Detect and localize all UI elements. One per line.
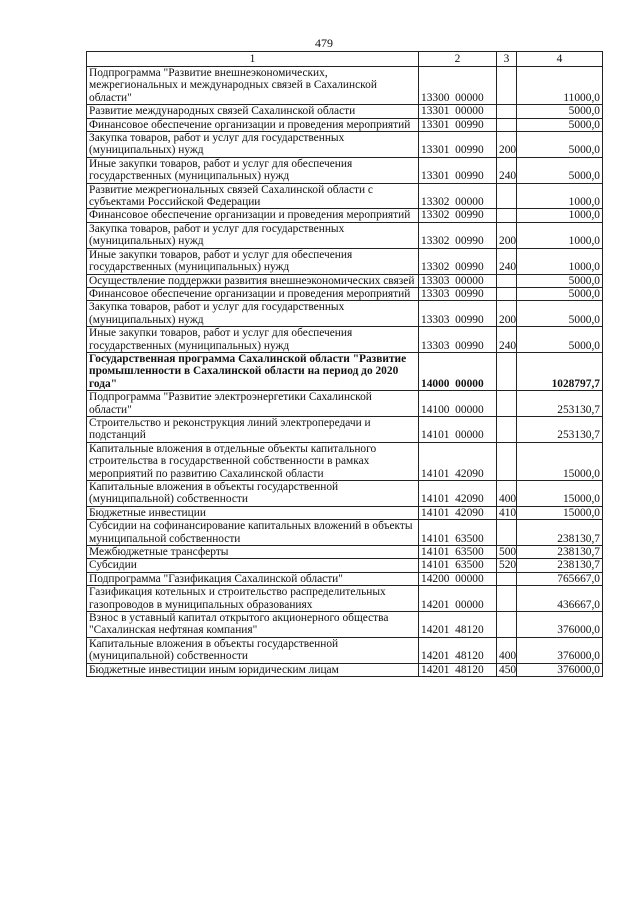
row-expense-type-cell	[497, 287, 517, 300]
row-code-cell: 13300 00000	[419, 67, 497, 105]
table-row	[87, 118, 603, 131]
row-name-cell: Осуществление поддержки развития внешнеэкономических связей	[87, 274, 419, 287]
row-expense-type-cell	[497, 209, 517, 222]
table-row	[87, 105, 603, 118]
row-code-cell: 13303 00000	[419, 274, 497, 287]
table-row	[87, 327, 603, 353]
page-number: 479	[315, 36, 333, 50]
row-amount-cell: 253130,7	[517, 416, 603, 442]
row-amount-cell: 376000,0	[517, 663, 603, 676]
row-expense-type-cell: 200	[497, 222, 517, 248]
table-row	[87, 209, 603, 222]
table-row	[87, 559, 603, 572]
row-name-cell: Бюджетные инвестиции	[87, 506, 419, 519]
row-code-cell: 14100 00000	[419, 391, 497, 417]
row-amount-cell: 1028797,7	[517, 352, 603, 390]
row-amount-cell: 5000,0	[517, 105, 603, 118]
table-row	[87, 416, 603, 442]
row-amount-cell: 376000,0	[517, 612, 603, 638]
row-name-cell: Закупка товаров, работ и услуг для государственных (муниципальных) нужд	[87, 222, 419, 248]
table-row	[87, 183, 603, 209]
table-row	[87, 546, 603, 559]
table-body	[87, 67, 603, 677]
row-amount-cell: 1000,0	[517, 248, 603, 274]
row-expense-type-cell	[497, 183, 517, 209]
row-expense-type-cell	[497, 352, 517, 390]
table-row	[87, 520, 603, 546]
table-header-row	[87, 52, 603, 67]
table-row	[87, 301, 603, 327]
row-expense-type-cell: 240	[497, 157, 517, 183]
row-name-cell: Развитие межрегиональных связей Сахалинской области с субъектами Российской Федерации	[87, 183, 419, 209]
row-amount-cell: 5000,0	[517, 157, 603, 183]
row-expense-type-cell	[497, 442, 517, 480]
row-code-cell: 14201 48120	[419, 637, 497, 663]
row-name-cell: Субсидии	[87, 559, 419, 572]
table-row	[87, 67, 603, 105]
row-amount-cell: 1000,0	[517, 209, 603, 222]
row-expense-type-cell	[497, 520, 517, 546]
row-name-cell: Финансовое обеспечение организации и проведения мероприятий	[87, 209, 419, 222]
table-row	[87, 352, 603, 390]
row-amount-cell: 765667,0	[517, 572, 603, 585]
row-name-cell: Подпрограмма "Развитие электроэнергетики Сахалинской области"	[87, 391, 419, 417]
table-row	[87, 663, 603, 676]
row-name-cell: Иные закупки товаров, работ и услуг для обеспечения государственных (муниципальных) нужд	[87, 327, 419, 353]
row-expense-type-cell: 200	[497, 132, 517, 158]
table-row	[87, 637, 603, 663]
row-amount-cell: 5000,0	[517, 132, 603, 158]
row-expense-type-cell: 240	[497, 248, 517, 274]
table-row	[87, 132, 603, 158]
row-code-cell: 13302 00990	[419, 248, 497, 274]
row-code-cell: 13303 00990	[419, 327, 497, 353]
row-expense-type-cell: 400	[497, 637, 517, 663]
row-amount-cell: 238130,7	[517, 520, 603, 546]
row-code-cell: 14201 48120	[419, 612, 497, 638]
row-name-cell: Государственная программа Сахалинской области "Развитие промышленности в Сахалинской области на период до 2020 года"	[87, 352, 419, 390]
row-expense-type-cell: 450	[497, 663, 517, 676]
row-expense-type-cell	[497, 391, 517, 417]
row-amount-cell: 5000,0	[517, 327, 603, 353]
row-expense-type-cell	[497, 274, 517, 287]
row-amount-cell: 253130,7	[517, 391, 603, 417]
table-row	[87, 442, 603, 480]
table-row	[87, 572, 603, 585]
row-code-cell: 13302 00990	[419, 209, 497, 222]
row-code-cell: 14101 42090	[419, 506, 497, 519]
row-expense-type-cell	[497, 572, 517, 585]
row-expense-type-cell	[497, 586, 517, 612]
row-amount-cell: 15000,0	[517, 481, 603, 507]
budget-table	[86, 51, 603, 677]
row-code-cell: 13302 00990	[419, 222, 497, 248]
row-expense-type-cell: 410	[497, 506, 517, 519]
row-code-cell: 13301 00990	[419, 132, 497, 158]
row-expense-type-cell: 500	[497, 546, 517, 559]
row-code-cell: 14101 63500	[419, 546, 497, 559]
table-row	[87, 222, 603, 248]
table-row	[87, 157, 603, 183]
row-code-cell: 13301 00990	[419, 118, 497, 131]
row-name-cell: Закупка товаров, работ и услуг для государственных (муниципальных) нужд	[87, 301, 419, 327]
row-code-cell: 14101 63500	[419, 520, 497, 546]
row-amount-cell: 5000,0	[517, 287, 603, 300]
row-expense-type-cell: 520	[497, 559, 517, 572]
row-amount-cell: 5000,0	[517, 274, 603, 287]
table-row	[87, 612, 603, 638]
row-name-cell: Финансовое обеспечение организации и проведения мероприятий	[87, 287, 419, 300]
row-code-cell: 13303 00990	[419, 301, 497, 327]
header-col-4: 4	[517, 52, 603, 67]
row-name-cell: Строительство и реконструкция линий электропередачи и подстанций	[87, 416, 419, 442]
row-amount-cell: 5000,0	[517, 301, 603, 327]
row-name-cell: Капитальные вложения в объекты государственной (муниципальной) собственности	[87, 481, 419, 507]
header-col-1: 1	[87, 52, 419, 67]
table-row	[87, 287, 603, 300]
row-name-cell: Финансовое обеспечение организации и проведения мероприятий	[87, 118, 419, 131]
row-name-cell: Капитальные вложения в отдельные объекты капитального строительства в государственной собственности в рамках мероприятий по развитию Сахалинской области	[87, 442, 419, 480]
row-amount-cell: 436667,0	[517, 586, 603, 612]
row-code-cell: 13302 00000	[419, 183, 497, 209]
row-code-cell: 14101 00000	[419, 416, 497, 442]
row-code-cell: 14200 00000	[419, 572, 497, 585]
row-name-cell: Газификация котельных и строительство распределительных газопроводов в муниципальных образованиях	[87, 586, 419, 612]
row-name-cell: Капитальные вложения в объекты государственной (муниципальной) собственности	[87, 637, 419, 663]
row-amount-cell: 376000,0	[517, 637, 603, 663]
row-name-cell: Подпрограмма "Газификация Сахалинской области"	[87, 572, 419, 585]
row-code-cell: 13301 00000	[419, 105, 497, 118]
row-code-cell: 14201 00000	[419, 586, 497, 612]
table-row	[87, 481, 603, 507]
row-expense-type-cell	[497, 416, 517, 442]
row-name-cell: Бюджетные инвестиции иным юридическим лицам	[87, 663, 419, 676]
header-col-2: 2	[419, 52, 497, 67]
row-name-cell: Иные закупки товаров, работ и услуг для обеспечения государственных (муниципальных) нужд	[87, 248, 419, 274]
table-row	[87, 391, 603, 417]
row-amount-cell: 238130,7	[517, 546, 603, 559]
row-name-cell: Взнос в уставный капитал открытого акционерного общества "Сахалинская нефтяная компания"	[87, 612, 419, 638]
row-expense-type-cell: 200	[497, 301, 517, 327]
table-row	[87, 248, 603, 274]
row-amount-cell: 15000,0	[517, 442, 603, 480]
row-expense-type-cell: 240	[497, 327, 517, 353]
row-amount-cell: 1000,0	[517, 222, 603, 248]
table-row	[87, 506, 603, 519]
row-code-cell: 14101 63500	[419, 559, 497, 572]
row-expense-type-cell: 400	[497, 481, 517, 507]
row-name-cell: Субсидии на софинансирование капитальных вложений в объекты муниципальной собственности	[87, 520, 419, 546]
row-name-cell: Закупка товаров, работ и услуг для государственных (муниципальных) нужд	[87, 132, 419, 158]
row-amount-cell: 15000,0	[517, 506, 603, 519]
header-col-3: 3	[497, 52, 517, 67]
row-expense-type-cell	[497, 67, 517, 105]
row-name-cell: Подпрограмма "Развитие внешнеэкономических, межрегиональных и международных связей в Сахалинской области"	[87, 67, 419, 105]
row-name-cell: Иные закупки товаров, работ и услуг для обеспечения государственных (муниципальных) нужд	[87, 157, 419, 183]
row-expense-type-cell	[497, 105, 517, 118]
row-expense-type-cell	[497, 612, 517, 638]
row-code-cell: 13303 00990	[419, 287, 497, 300]
row-code-cell: 14101 42090	[419, 442, 497, 480]
row-expense-type-cell	[497, 118, 517, 131]
row-amount-cell: 238130,7	[517, 559, 603, 572]
row-code-cell: 14101 42090	[419, 481, 497, 507]
table-row	[87, 274, 603, 287]
row-code-cell: 14000 00000	[419, 352, 497, 390]
row-name-cell: Межбюджетные трансферты	[87, 546, 419, 559]
row-code-cell: 14201 48120	[419, 663, 497, 676]
row-amount-cell: 11000,0	[517, 67, 603, 105]
table-row	[87, 586, 603, 612]
row-amount-cell: 5000,0	[517, 118, 603, 131]
row-code-cell: 13301 00990	[419, 157, 497, 183]
row-amount-cell: 1000,0	[517, 183, 603, 209]
row-name-cell: Развитие международных связей Сахалинской области	[87, 105, 419, 118]
